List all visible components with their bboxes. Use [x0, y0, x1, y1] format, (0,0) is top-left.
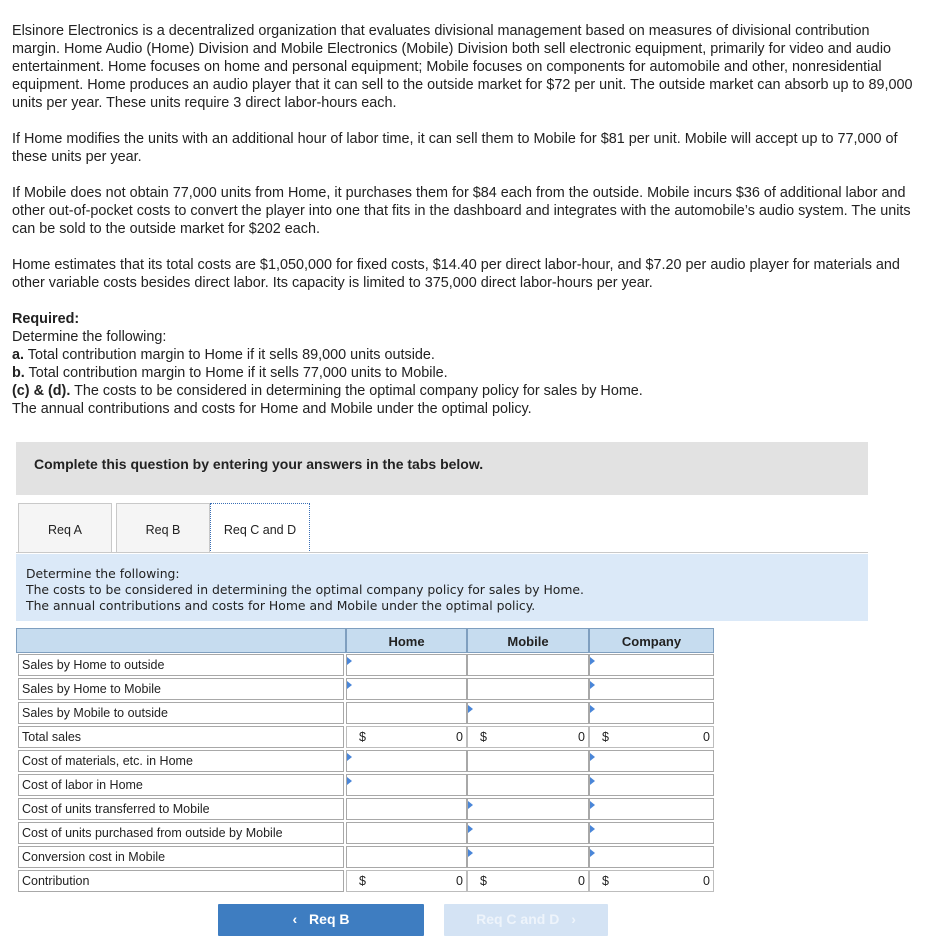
requirement-prefix: (c) & (d). [12, 383, 71, 399]
requirement-b [12, 364, 917, 382]
info-line: Determine the following: [26, 566, 180, 581]
input-home-cost-materials[interactable] [346, 750, 467, 772]
input-company-cost-labor[interactable] [589, 774, 714, 796]
currency-symbol: $ [359, 874, 366, 888]
input-company-conversion-cost[interactable] [589, 846, 714, 868]
tab-divider [16, 552, 868, 553]
requirements [12, 310, 917, 418]
chevron-left-icon: ‹ [292, 911, 298, 927]
problem-statement [12, 22, 917, 418]
requirement-info-box [16, 554, 868, 621]
prev-req-b-button[interactable] [218, 904, 424, 936]
header-company: Company [589, 628, 714, 653]
input-home-conversion-cost[interactable] [346, 846, 467, 868]
currency-symbol: $ [602, 730, 609, 744]
row-label-total-sales: Total sales [18, 726, 344, 748]
input-home-sales-outside[interactable] [346, 654, 467, 676]
row-label-sales-home-outside: Sales by Home to outside [18, 654, 344, 676]
total-sales-home-value: 0 [456, 730, 463, 744]
row-label-conversion-cost: Conversion cost in Mobile [18, 846, 344, 868]
contribution-mobile [467, 870, 589, 892]
contribution-home-value: 0 [456, 874, 463, 888]
input-home-cost-purchased[interactable] [346, 822, 467, 844]
total-sales-home [346, 726, 467, 748]
row-label-contribution: Contribution [18, 870, 344, 892]
tab-req-b[interactable]: Req B [116, 503, 210, 553]
input-mobile-sales-outside[interactable] [467, 654, 589, 676]
problem-paragraph: If Home modifies the units with an additional hour of labor time, it can sell them to Mobile for $81 per unit. Mobile will accept up to 77,000 of these units per year. [12, 131, 898, 165]
row-label-cost-materials: Cost of materials, etc. in Home [18, 750, 344, 772]
requirement-cd [12, 382, 917, 400]
input-home-mobile-sales-outside[interactable] [346, 702, 467, 724]
info-line: The costs to be considered in determining the optimal company policy for sales by Home. [26, 582, 584, 597]
info-line: The annual contributions and costs for Home and Mobile under the optimal policy. [26, 598, 536, 613]
input-mobile-cost-materials[interactable] [467, 750, 589, 772]
problem-paragraph: If Mobile does not obtain 77,000 units from Home, it purchases them for $84 each from the outside. Mobile incurs $36 of additional labor and other out-of-pocket costs to convert the player into one that fits in the dashboard and integrates with the automobile’s audio system. The units can be sold to the outside market for $202 each. [12, 185, 911, 237]
required-title: Required: [12, 311, 80, 327]
input-mobile-cost-transferred[interactable] [467, 798, 589, 820]
total-sales-company-value: 0 [703, 730, 710, 744]
determine-line: Determine the following: [12, 329, 167, 345]
tab-bar [16, 503, 868, 553]
input-company-cost-transferred[interactable] [589, 798, 714, 820]
input-home-cost-labor[interactable] [346, 774, 467, 796]
row-label-cost-labor: Cost of labor in Home [18, 774, 344, 796]
header-mobile: Mobile [467, 628, 589, 653]
currency-symbol: $ [602, 874, 609, 888]
instructions-banner: Complete this question by entering your answers in the tabs below. [16, 442, 868, 495]
input-mobile-sales-to-mobile[interactable] [467, 678, 589, 700]
prev-button-label: Req B [309, 911, 350, 927]
requirement-text: Total contribution margin to Home if it sells 77,000 units to Mobile. [24, 365, 448, 381]
problem-paragraph: Home estimates that its total costs are $1,050,000 for fixed costs, $14.40 per direct labor-hour, and $7.20 per audio player for materials and other variable costs besides direct labor. Its capacity is limited to 375,000 direct labor-hours per year. [12, 257, 900, 291]
requirement-text: Total contribution margin to Home if it sells 89,000 units outside. [24, 347, 435, 363]
requirement-prefix: a. [12, 347, 25, 363]
input-company-cost-purchased[interactable] [589, 822, 714, 844]
contribution-home [346, 870, 467, 892]
problem-paragraph: Elsinore Electronics is a decentralized organization that evaluates divisional management based on measures of divisional contribution margin. Home Audio (Home) Division and Mobile Electronics (Mobile) Division both sell electronic equipment, primarily for video and audio entertainment. Home focuses on home and personal equipment; Mobile focuses on components for automobile and other, nonresidential equipment. Home produces an audio player that it can sell to the outside market for $72 per unit. The outside market can absorb up to 89,000 units per year. These units require 3 direct labor-hours each. [12, 23, 913, 111]
input-company-cost-materials[interactable] [589, 750, 714, 772]
input-company-sales-outside[interactable] [589, 654, 714, 676]
input-home-cost-transferred[interactable] [346, 798, 467, 820]
input-mobile-conversion-cost[interactable] [467, 846, 589, 868]
input-mobile-cost-labor[interactable] [467, 774, 589, 796]
contribution-mobile-value: 0 [578, 874, 585, 888]
row-label-cost-transferred: Cost of units transferred to Mobile [18, 798, 344, 820]
next-button-label: Req C and D [476, 911, 560, 927]
currency-symbol: $ [480, 874, 487, 888]
header-blank [16, 628, 346, 653]
currency-symbol: $ [359, 730, 366, 744]
requirement-prefix: b. [12, 365, 25, 381]
input-company-mobile-sales-outside[interactable] [589, 702, 714, 724]
input-mobile-cost-purchased[interactable] [467, 822, 589, 844]
requirement-last-line: The annual contributions and costs for Home and Mobile under the optimal policy. [12, 401, 532, 417]
tab-req-a[interactable]: Req A [18, 503, 112, 553]
total-sales-mobile-value: 0 [578, 730, 585, 744]
total-sales-mobile [467, 726, 589, 748]
row-label-sales-mobile-outside: Sales by Mobile to outside [18, 702, 344, 724]
chevron-right-icon: › [571, 911, 576, 927]
total-sales-company [589, 726, 714, 748]
contribution-company [589, 870, 714, 892]
row-label-cost-purchased: Cost of units purchased from outside by Mobile [18, 822, 344, 844]
input-home-sales-to-mobile[interactable] [346, 678, 467, 700]
input-mobile-mobile-sales-outside[interactable] [467, 702, 589, 724]
tab-req-c-and-d[interactable]: Req C and D [210, 503, 310, 553]
row-label-sales-home-mobile: Sales by Home to Mobile [18, 678, 344, 700]
requirement-text: The costs to be considered in determining the optimal company policy for sales by Home. [70, 383, 643, 399]
requirement-a [12, 346, 917, 364]
contribution-company-value: 0 [703, 874, 710, 888]
input-company-sales-to-mobile[interactable] [589, 678, 714, 700]
next-req-c-and-d-button[interactable] [444, 904, 608, 936]
header-home: Home [346, 628, 467, 653]
currency-symbol: $ [480, 730, 487, 744]
